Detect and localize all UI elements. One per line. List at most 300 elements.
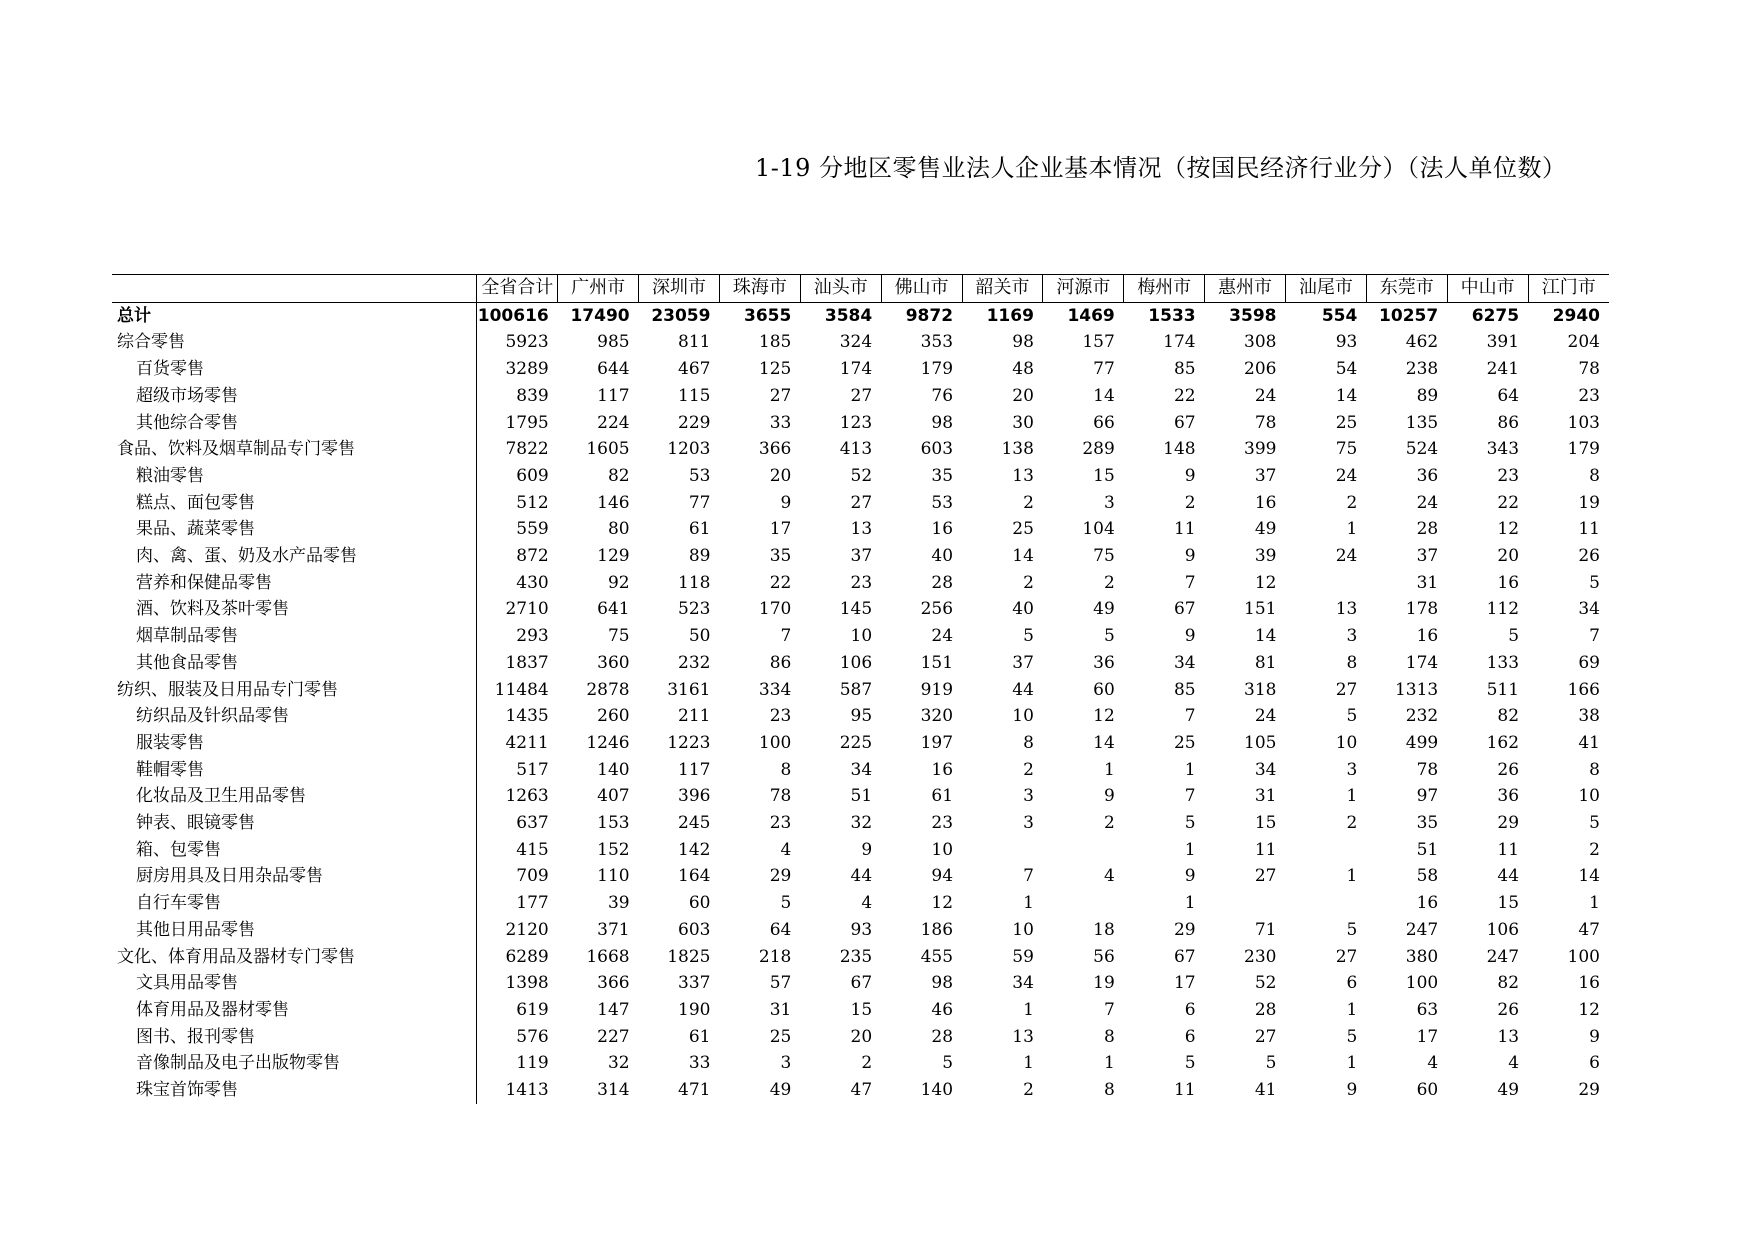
table-cell: 27 — [850, 385, 873, 406]
table-cell: 415 — [516, 839, 549, 860]
table-cell: 14 — [1093, 385, 1115, 406]
table-cell: 24 — [931, 626, 954, 647]
table-cell: 56 — [1093, 946, 1115, 967]
table-cell: 110 — [597, 866, 630, 887]
table-cell: 1 — [1184, 759, 1196, 780]
table-cell: 13 — [1012, 465, 1034, 486]
table-cell: 366 — [597, 973, 630, 994]
table-cell: 9 — [1103, 786, 1115, 807]
table-cell: 2 — [861, 1053, 873, 1074]
table-cell: 1169 — [986, 305, 1034, 326]
table-cell: 140 — [597, 759, 630, 780]
table-cell: 308 — [1244, 332, 1277, 353]
table-cell: 92 — [607, 572, 630, 593]
table-cell: 24 — [1335, 465, 1358, 486]
table-cell: 17490 — [570, 305, 630, 326]
table-cell: 9872 — [905, 305, 954, 326]
table-cell: 151 — [920, 652, 954, 673]
table-cell: 576 — [516, 1026, 549, 1047]
table-cell: 637 — [516, 813, 549, 834]
table-cell: 5 — [1589, 813, 1600, 834]
table-cell: 112 — [1486, 599, 1520, 620]
table-cell: 1837 — [505, 652, 549, 673]
table-row — [112, 436, 1609, 463]
table-cell: 3 — [1346, 759, 1358, 780]
table-row — [112, 783, 1609, 810]
column-header: 中山市 — [1447, 275, 1528, 303]
table-cell: 5 — [1265, 1053, 1277, 1074]
table-cell: 67 — [850, 973, 873, 994]
table-cell: 23 — [769, 813, 792, 834]
table-cell: 1398 — [505, 973, 549, 994]
table-cell: 10 — [1335, 732, 1358, 753]
table-cell: 7 — [1184, 572, 1196, 593]
row-label: 百货零售 — [112, 356, 477, 383]
row-label-header — [112, 275, 477, 303]
table-cell: 413 — [839, 439, 873, 460]
table-cell: 60 — [1093, 679, 1115, 700]
table-cell: 2120 — [505, 919, 549, 940]
table-cell: 1 — [1346, 999, 1358, 1020]
table-row — [112, 703, 1609, 730]
header-row — [112, 275, 1609, 303]
table-cell: 499 — [1405, 732, 1439, 753]
table-cell: 67 — [1173, 599, 1196, 620]
table-cell: 13 — [1335, 599, 1358, 620]
table-cell: 39 — [607, 893, 630, 914]
table-row — [112, 757, 1609, 784]
table-cell: 17 — [1416, 1026, 1439, 1047]
table-cell: 29 — [769, 866, 792, 887]
row-label: 酒、饮料及茶叶零售 — [112, 596, 477, 623]
column-header: 梅州市 — [1124, 275, 1205, 303]
table-cell: 58 — [1416, 866, 1439, 887]
table-cell: 2 — [1346, 813, 1358, 834]
table-cell: 5 — [1508, 626, 1520, 647]
table-cell: 343 — [1486, 439, 1520, 460]
table-cell: 5 — [1184, 1053, 1196, 1074]
table-cell: 61 — [688, 1026, 711, 1047]
row-label: 总计 — [112, 302, 477, 329]
table-cell: 145 — [839, 599, 873, 620]
table-cell: 360 — [597, 652, 630, 673]
table-cell: 4 — [780, 839, 792, 860]
table-row — [112, 1050, 1609, 1077]
table-cell: 94 — [931, 866, 954, 887]
table-cell: 224 — [597, 412, 630, 433]
table-cell: 186 — [920, 919, 954, 940]
table-cell: 118 — [678, 572, 711, 593]
table-cell: 1 — [1023, 1053, 1034, 1074]
table-cell: 98 — [1012, 332, 1034, 353]
table-row — [112, 543, 1609, 570]
table-cell: 66 — [1093, 412, 1115, 433]
table-cell: 16 — [931, 519, 954, 540]
table-cell: 41 — [1254, 1080, 1277, 1101]
table-cell: 142 — [678, 839, 711, 860]
table-cell: 5 — [942, 1053, 954, 1074]
table-cell: 12 — [1254, 572, 1277, 593]
table-cell: 82 — [1497, 706, 1520, 727]
table-cell: 177 — [516, 893, 549, 914]
table-cell: 4 — [1508, 1053, 1520, 1074]
table-cell: 35 — [931, 465, 954, 486]
column-header: 河源市 — [1043, 275, 1124, 303]
table-cell: 5 — [1023, 626, 1034, 647]
table-cell: 85 — [1173, 359, 1196, 380]
table-cell: 919 — [920, 679, 954, 700]
table-cell: 232 — [1405, 706, 1439, 727]
table-cell: 4 — [1427, 1053, 1439, 1074]
table-cell: 10 — [1012, 706, 1034, 727]
table-cell: 14 — [1335, 385, 1358, 406]
table-cell: 100 — [1567, 946, 1600, 967]
table-cell: 179 — [1567, 439, 1600, 460]
row-label: 箱、包零售 — [112, 837, 477, 864]
table-cell: 9 — [780, 492, 792, 513]
table-cell: 26 — [1578, 546, 1600, 567]
table-cell: 29 — [1497, 813, 1520, 834]
table-cell: 76 — [931, 385, 954, 406]
table-row — [112, 570, 1609, 597]
table-cell: 1 — [1589, 893, 1600, 914]
table-cell: 23 — [1497, 465, 1520, 486]
table-cell: 6 — [1589, 1053, 1600, 1074]
table-cell: 523 — [678, 599, 711, 620]
table-cell: 86 — [769, 652, 792, 673]
table-cell: 28 — [931, 572, 954, 593]
table-cell: 44 — [850, 866, 873, 887]
table-cell: 39 — [1254, 546, 1277, 567]
table-cell: 33 — [769, 412, 792, 433]
table-cell: 4 — [1103, 866, 1115, 887]
row-label: 其他综合零售 — [112, 410, 477, 437]
table-cell: 170 — [758, 599, 792, 620]
table-cell: 2878 — [586, 679, 630, 700]
table-cell: 49 — [769, 1080, 792, 1101]
row-label: 化妆品及卫生用品零售 — [112, 783, 477, 810]
table-cell: 35 — [1416, 813, 1439, 834]
table-cell: 93 — [850, 919, 873, 940]
table-cell: 25 — [1173, 732, 1196, 753]
table-cell: 82 — [607, 465, 630, 486]
column-header: 惠州市 — [1205, 275, 1286, 303]
table-cell: 23 — [850, 572, 873, 593]
table-cell: 1 — [1023, 893, 1034, 914]
table-cell: 16 — [1497, 572, 1520, 593]
table-cell: 34 — [1173, 652, 1196, 673]
table-cell: 19 — [1093, 973, 1115, 994]
table-cell: 138 — [1001, 439, 1034, 460]
table-cell: 48 — [1012, 359, 1034, 380]
column-header: 韶关市 — [962, 275, 1043, 303]
row-label: 营养和保健品零售 — [112, 570, 477, 597]
table-cell: 123 — [839, 412, 873, 433]
table-cell: 100 — [1405, 973, 1439, 994]
table-cell: 10 — [931, 839, 954, 860]
table-cell: 353 — [920, 332, 954, 353]
table-cell: 24 — [1254, 706, 1277, 727]
table-cell: 64 — [1497, 385, 1520, 406]
table-cell: 16 — [1578, 973, 1600, 994]
table-cell: 11484 — [494, 679, 549, 700]
table-cell — [1285, 890, 1366, 917]
table-cell: 1263 — [505, 786, 549, 807]
table-cell: 524 — [1405, 439, 1439, 460]
table-cell: 559 — [516, 519, 549, 540]
table-cell: 12 — [1497, 519, 1520, 540]
table-cell: 44 — [1497, 866, 1520, 887]
table-cell: 511 — [1486, 679, 1520, 700]
table-cell: 320 — [920, 706, 954, 727]
table-cell: 44 — [1012, 679, 1034, 700]
table-cell: 125 — [758, 359, 792, 380]
table-cell: 80 — [607, 519, 630, 540]
table-cell: 2 — [1023, 1080, 1034, 1101]
table-cell: 179 — [920, 359, 954, 380]
table-cell: 517 — [516, 759, 549, 780]
table-cell: 54 — [1335, 359, 1358, 380]
table-cell: 609 — [516, 465, 549, 486]
table-cell: 15 — [1254, 813, 1277, 834]
table-cell: 47 — [1578, 919, 1600, 940]
row-label: 鞋帽零售 — [112, 757, 477, 784]
table-cell: 174 — [1163, 332, 1196, 353]
table-cell: 157 — [1082, 332, 1115, 353]
table-row — [112, 917, 1609, 944]
table-cell: 10 — [850, 626, 873, 647]
table-cell: 619 — [516, 999, 549, 1020]
table-cell — [1205, 890, 1286, 917]
table-cell: 235 — [839, 946, 873, 967]
table-cell: 9 — [1184, 626, 1196, 647]
table-row — [112, 730, 1609, 757]
table-cell: 13 — [850, 519, 873, 540]
row-label: 糕点、面包零售 — [112, 490, 477, 517]
table-cell: 174 — [1405, 652, 1439, 673]
table-cell: 153 — [597, 813, 630, 834]
table-cell: 337 — [678, 973, 711, 994]
table-cell: 2 — [1023, 759, 1034, 780]
table-row — [112, 890, 1609, 917]
table-cell: 9 — [1589, 1026, 1600, 1047]
table-cell: 1313 — [1394, 679, 1439, 700]
table-cell: 27 — [1335, 679, 1358, 700]
row-label: 纺织品及针织品零售 — [112, 703, 477, 730]
table-cell: 211 — [678, 706, 711, 727]
table-cell: 10 — [1012, 919, 1034, 940]
table-cell: 20 — [850, 1026, 873, 1047]
column-header: 广州市 — [558, 275, 639, 303]
table-cell: 5 — [1589, 572, 1600, 593]
table-cell: 14 — [1254, 626, 1277, 647]
table-cell: 587 — [839, 679, 873, 700]
table-cell: 3 — [780, 1053, 792, 1074]
table-row — [112, 383, 1609, 410]
table-cell: 1435 — [505, 706, 549, 727]
table-cell: 61 — [688, 519, 711, 540]
table-cell: 206 — [1244, 359, 1277, 380]
table-cell: 147 — [597, 999, 630, 1020]
table-cell: 60 — [1416, 1080, 1439, 1101]
table-row — [112, 463, 1609, 490]
table-cell: 117 — [678, 759, 711, 780]
table-cell: 3 — [1023, 786, 1034, 807]
table-cell: 1246 — [586, 732, 630, 753]
table-cell: 2 — [1346, 492, 1358, 513]
table-cell: 81 — [1254, 652, 1277, 673]
row-label: 综合零售 — [112, 329, 477, 356]
table-cell: 93 — [1335, 332, 1358, 353]
table-cell: 11 — [1173, 1080, 1196, 1101]
column-header: 汕尾市 — [1285, 275, 1366, 303]
table-cell: 8 — [1103, 1080, 1115, 1101]
table-cell: 5 — [1346, 1026, 1358, 1047]
table-cell: 13 — [1497, 1026, 1520, 1047]
table-cell: 241 — [1486, 359, 1520, 380]
table-cell: 1 — [1184, 893, 1196, 914]
table-cell: 36 — [1497, 786, 1520, 807]
table-cell: 162 — [1486, 732, 1520, 753]
table-row — [112, 650, 1609, 677]
table-row — [112, 516, 1609, 543]
table-cell: 3 — [1346, 626, 1358, 647]
table-cell: 23 — [1578, 385, 1600, 406]
table-cell: 1 — [1023, 999, 1034, 1020]
table-cell: 430 — [516, 572, 549, 593]
table-cell: 148 — [1163, 439, 1196, 460]
table-cell: 2 — [1023, 492, 1034, 513]
table-cell: 985 — [597, 332, 630, 353]
table-cell: 95 — [850, 706, 873, 727]
table-cell — [1285, 570, 1366, 597]
table-row — [112, 410, 1609, 437]
table-cell: 204 — [1567, 332, 1600, 353]
table-cell: 22 — [769, 572, 792, 593]
table-cell: 77 — [1093, 359, 1115, 380]
table-cell: 407 — [597, 786, 630, 807]
table-cell: 31 — [1254, 786, 1277, 807]
table-cell: 140 — [920, 1080, 954, 1101]
table-cell — [962, 837, 1043, 864]
table-cell: 3584 — [824, 305, 873, 326]
table-cell: 318 — [1244, 679, 1277, 700]
table-cell: 3 — [1023, 813, 1034, 834]
statistics-table — [112, 274, 1609, 1104]
table-cell: 1 — [1346, 786, 1358, 807]
table-cell: 554 — [1321, 305, 1358, 326]
table-cell: 75 — [607, 626, 630, 647]
table-cell: 59 — [1012, 946, 1034, 967]
table-cell: 53 — [931, 492, 954, 513]
table-cell: 190 — [678, 999, 711, 1020]
table-cell: 9 — [1346, 1080, 1358, 1101]
table-cell: 14 — [1012, 546, 1034, 567]
table-cell: 1413 — [505, 1080, 549, 1101]
table-row — [112, 1024, 1609, 1051]
table-cell: 467 — [678, 359, 711, 380]
table-cell: 227 — [597, 1026, 630, 1047]
table-cell: 29 — [1578, 1080, 1600, 1101]
table-row — [112, 997, 1609, 1024]
table-cell: 1469 — [1067, 305, 1115, 326]
table-cell: 6 — [1184, 999, 1196, 1020]
table-cell: 8 — [1589, 759, 1600, 780]
table-cell: 152 — [597, 839, 630, 860]
table-row — [112, 970, 1609, 997]
table-cell: 16 — [1416, 626, 1439, 647]
table-cell: 7 — [1184, 786, 1196, 807]
table-cell: 293 — [516, 626, 549, 647]
table-cell: 25 — [1335, 412, 1358, 433]
table-cell: 38 — [1578, 706, 1600, 727]
table-cell: 256 — [920, 599, 954, 620]
table-cell: 104 — [1082, 519, 1115, 540]
table-cell: 105 — [1244, 732, 1277, 753]
table-cell: 247 — [1486, 946, 1520, 967]
table-cell: 146 — [597, 492, 630, 513]
table-cell: 119 — [516, 1053, 549, 1074]
table-cell: 9 — [861, 839, 873, 860]
table-cell: 17 — [1173, 973, 1196, 994]
table-cell: 1 — [1346, 1053, 1358, 1074]
table-cell: 4 — [861, 893, 873, 914]
table-cell: 2 — [1103, 813, 1115, 834]
table-cell: 3161 — [667, 679, 711, 700]
table-cell: 23 — [769, 706, 792, 727]
table-cell: 49 — [1093, 599, 1115, 620]
table-cell: 50 — [688, 626, 711, 647]
table-cell: 380 — [1405, 946, 1439, 967]
table-cell: 16 — [1254, 492, 1277, 513]
table-cell: 23059 — [651, 305, 711, 326]
table-cell: 40 — [1012, 599, 1034, 620]
table-cell: 462 — [1405, 332, 1439, 353]
table-cell: 1 — [1346, 519, 1358, 540]
table-cell: 5 — [1103, 626, 1115, 647]
column-header: 全省合计 — [477, 275, 558, 303]
table-cell: 53 — [688, 465, 711, 486]
table-cell: 25 — [1012, 519, 1034, 540]
table-cell: 40 — [931, 546, 954, 567]
table-cell: 8 — [1023, 732, 1034, 753]
table-cell: 16 — [931, 759, 954, 780]
table-cell: 644 — [597, 359, 630, 380]
row-label: 钟表、眼镜零售 — [112, 810, 477, 837]
table-cell: 78 — [1578, 359, 1600, 380]
table-cell: 22 — [1497, 492, 1520, 513]
table-cell: 709 — [516, 866, 549, 887]
table-cell: 5 — [1346, 706, 1358, 727]
table-cell: 2 — [1184, 492, 1196, 513]
table-cell: 5 — [780, 893, 792, 914]
table-cell: 2710 — [505, 599, 549, 620]
table-cell: 9 — [1184, 465, 1196, 486]
table-cell: 36 — [1416, 465, 1439, 486]
table-cell: 238 — [1405, 359, 1439, 380]
table-cell: 1605 — [586, 439, 630, 460]
table-cell: 5923 — [505, 332, 549, 353]
column-header: 佛山市 — [881, 275, 962, 303]
table-cell: 12 — [1093, 706, 1115, 727]
table-cell: 641 — [597, 599, 630, 620]
table-cell: 89 — [1416, 385, 1439, 406]
table-cell: 314 — [597, 1080, 630, 1101]
table-cell: 166 — [1567, 679, 1600, 700]
table-cell: 52 — [1254, 973, 1277, 994]
table-cell: 4211 — [505, 732, 549, 753]
table-cell: 15 — [1497, 893, 1520, 914]
